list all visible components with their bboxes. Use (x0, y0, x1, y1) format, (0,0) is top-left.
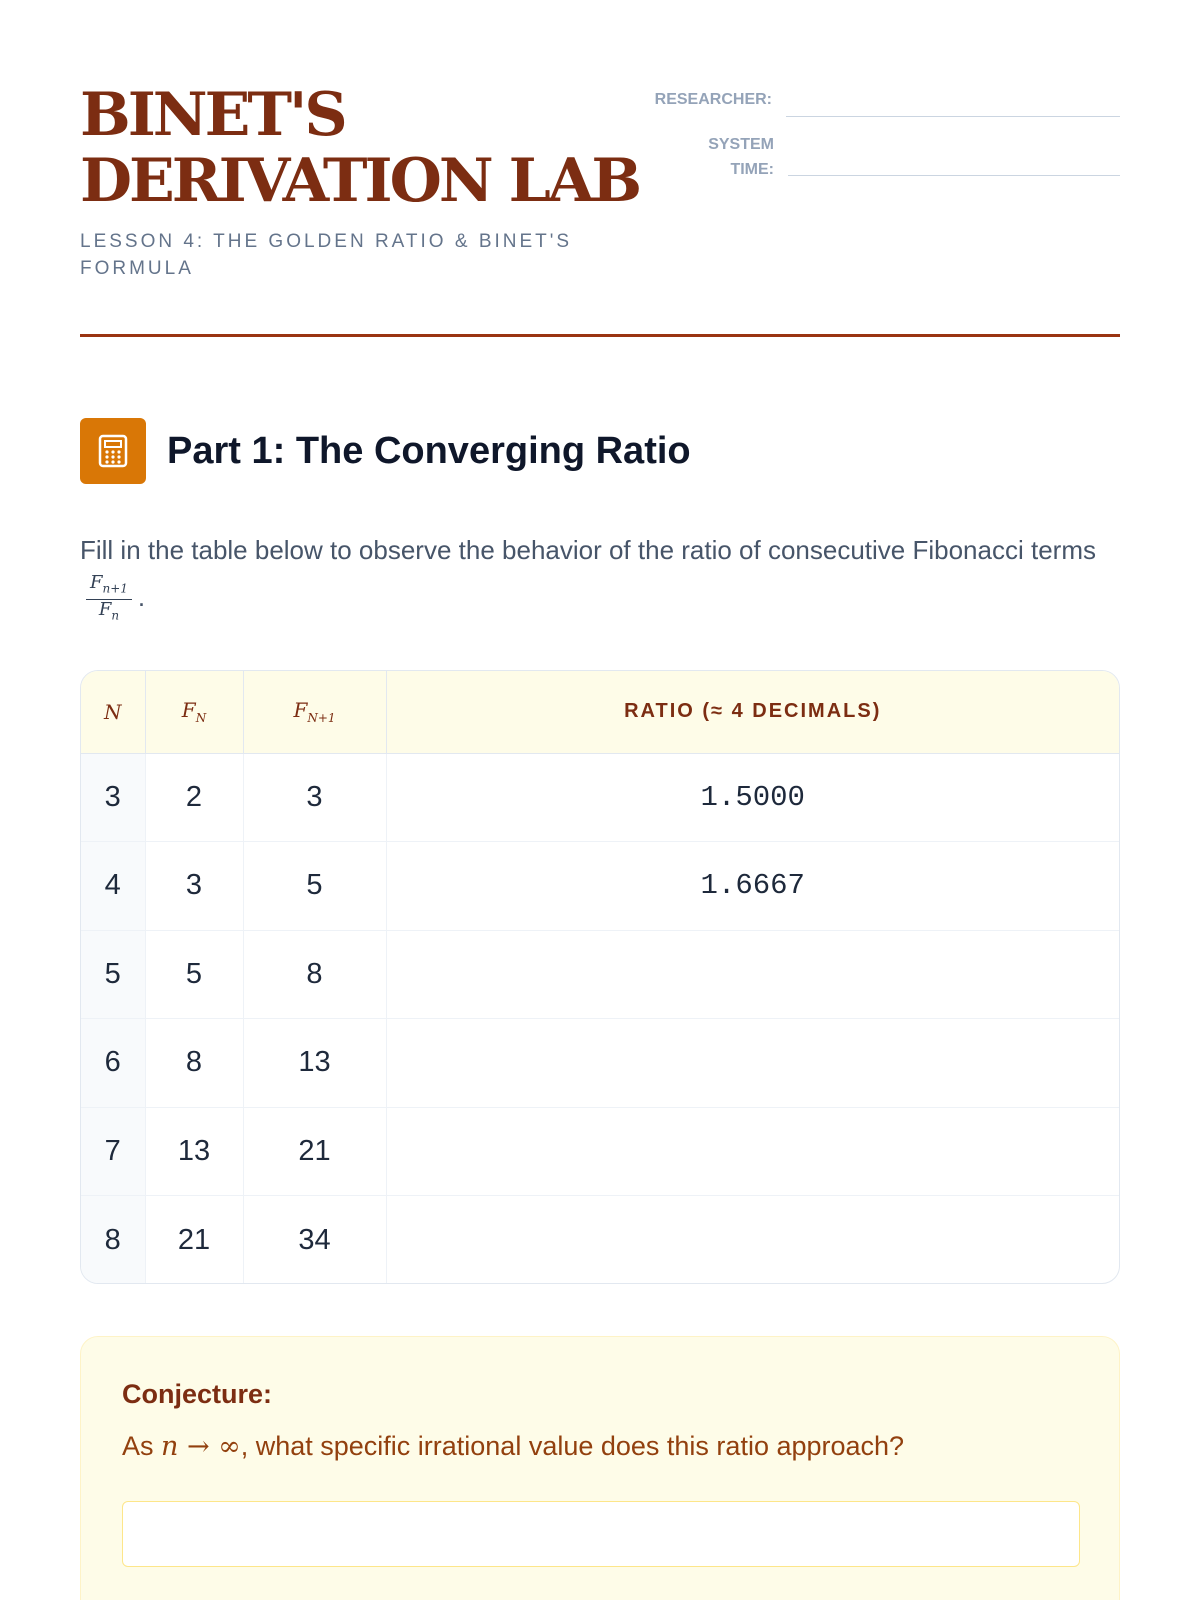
cell-fn1: 34 (243, 1196, 386, 1285)
cell-n: 4 (81, 842, 145, 931)
cell-ratio[interactable] (386, 1196, 1119, 1285)
cell-fn1: 3 (243, 753, 386, 842)
ratio-table (80, 670, 1120, 1284)
system-time-field[interactable] (788, 175, 1120, 176)
question-prefix: As (122, 1431, 154, 1461)
page-subtitle: LESSON 4: THE GOLDEN RATIO & BINET'S FORMULA (80, 231, 573, 279)
researcher-label: RESEARCHER: (654, 91, 772, 108)
column-header-fn: $F_N$ (145, 671, 243, 753)
cell-fn1: 8 (243, 930, 386, 1019)
cell-ratio[interactable] (386, 1019, 1119, 1108)
section-intro (80, 528, 1120, 625)
column-header-fn1: $F_{N+1}$ (243, 671, 386, 753)
conjecture-box (80, 1336, 1120, 1600)
cell-fn: 8 (145, 1019, 243, 1108)
researcher-field[interactable] (786, 116, 1120, 117)
cell-fn: 21 (145, 1196, 243, 1285)
cell-fn: 2 (145, 753, 243, 842)
cell-fn1: 21 (243, 1107, 386, 1196)
intro-text: Fill in the table below to observe the behavior of the ratio of consecutive Fibonacci terms (80, 535, 1096, 565)
system-time-label: SYSTEM TIME: (708, 136, 774, 178)
page-title: BINET'S DERIVATION LAB (80, 80, 640, 216)
cell-ratio[interactable]: 1.5000 (386, 753, 1119, 842)
table-row (81, 1196, 1119, 1285)
question-math: n → ∞ (161, 1431, 241, 1462)
intro-end: . (137, 581, 146, 612)
conjecture-answer-input[interactable] (122, 1501, 1080, 1567)
conjecture-question (122, 1431, 904, 1462)
cell-fn: 3 (145, 842, 243, 931)
conjecture-title: Conjecture: (122, 1379, 273, 1409)
column-header-n: N (81, 671, 145, 753)
cell-n: 7 (81, 1107, 145, 1196)
cell-n: 8 (81, 1196, 145, 1285)
cell-ratio[interactable]: 1.6667 (386, 842, 1119, 931)
table-row (81, 1019, 1119, 1108)
page-header (80, 82, 1120, 338)
cell-fn: 13 (145, 1107, 243, 1196)
table-header-row (81, 671, 1119, 753)
cell-fn1: 13 (243, 1019, 386, 1108)
header-divider (80, 334, 1120, 337)
section-title: Part 1: The Converging Ratio (167, 429, 691, 472)
cell-fn: 5 (145, 930, 243, 1019)
table-row (81, 842, 1119, 931)
cell-n: 6 (81, 1019, 145, 1108)
table-row (81, 753, 1119, 842)
cell-fn1: 5 (243, 842, 386, 931)
cell-ratio[interactable] (386, 930, 1119, 1019)
column-header-ratio: RATIO (≈ 4 DECIMALS) (386, 671, 1119, 753)
table-row (81, 930, 1119, 1019)
calculator-icon (80, 418, 146, 484)
cell-ratio[interactable] (386, 1107, 1119, 1196)
ratio-fraction: $\frac{F_{n+1}}{F_n}$ (86, 573, 132, 625)
table-row (81, 1107, 1119, 1196)
cell-n: 3 (81, 753, 145, 842)
cell-n: 5 (81, 930, 145, 1019)
question-suffix: , what specific irrational value does this ratio approach? (240, 1431, 905, 1461)
section-header (80, 418, 691, 484)
